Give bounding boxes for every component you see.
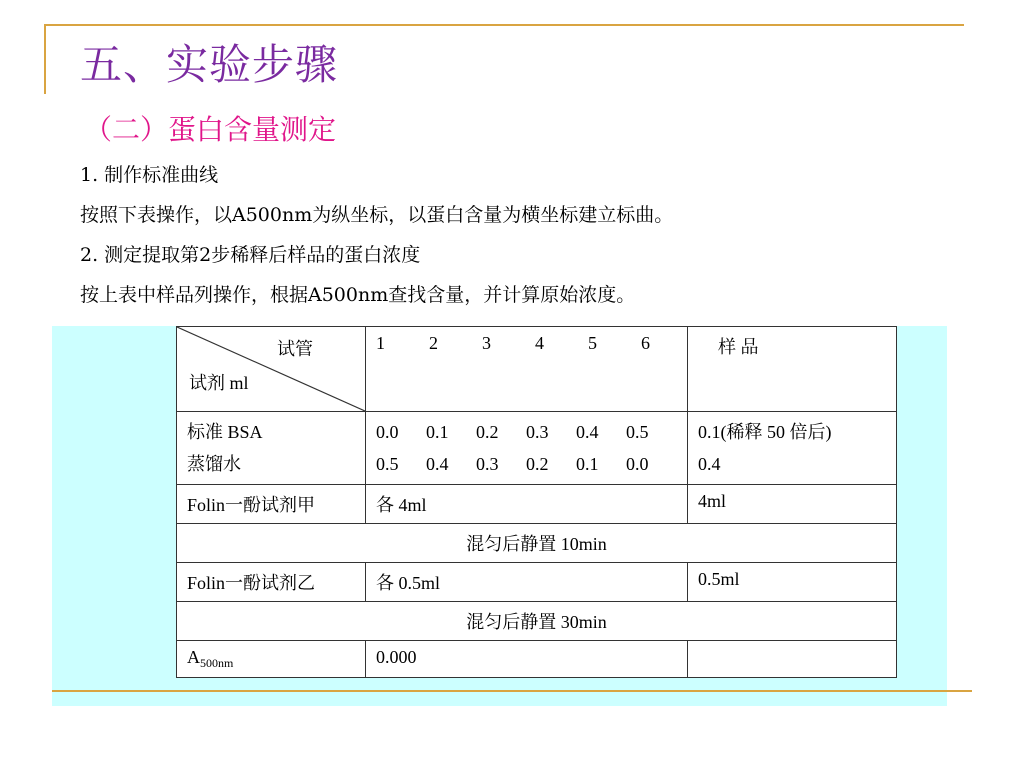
mix-instruction-1: 混匀后静置 10min (177, 524, 897, 563)
mix-row-1 (177, 524, 897, 563)
decor-line-left (44, 24, 46, 94)
absorbance-tubes: 0.000 (366, 641, 688, 678)
bsa-volume-values (376, 416, 677, 448)
bsa-sample-cell (688, 412, 897, 485)
step-1-text: 按照下表操作，以A500nm为纵坐标，以蛋白含量为横坐标建立标曲。 (80, 204, 674, 226)
folin-a-sample: 4ml (688, 485, 897, 524)
folin-a-label: Folin一酚试剂甲 (177, 485, 366, 524)
absorbance-wavelength: 500nm (200, 656, 234, 670)
absorbance-sample (688, 641, 897, 678)
slide-title: 五、实验步骤 (80, 40, 339, 89)
bsa-value: 0.2 (476, 422, 499, 442)
water-label: 蒸馏水 (187, 454, 241, 474)
bsa-values-cell (366, 412, 688, 485)
folin-a-tubes: 各 4ml (366, 485, 688, 524)
step-1-heading: 1. 制作标准曲线 (80, 164, 219, 186)
water-value: 0.2 (526, 454, 549, 474)
water-value: 0.4 (426, 454, 449, 474)
tube-number: 6 (641, 333, 650, 353)
header-reagent-label: 试剂 ml (189, 373, 249, 393)
tube-number: 4 (535, 333, 544, 353)
water-value: 0.1 (576, 454, 599, 474)
bsa-row (177, 412, 897, 485)
bsa-value: 0.3 (526, 422, 549, 442)
water-value: 0.5 (376, 454, 399, 474)
absorbance-label: A (187, 647, 200, 667)
table-header-row (177, 327, 897, 412)
step-2-text: 按上表中样品列操作，根据A500nm查找含量，并计算原始浓度。 (80, 284, 636, 306)
bsa-label-cell (177, 412, 366, 485)
bsa-value: 0.0 (376, 422, 399, 442)
folin-a-row (177, 485, 897, 524)
decor-line-top (44, 24, 964, 26)
water-value: 0.0 (626, 454, 649, 474)
bsa-value: 0.1 (426, 422, 449, 442)
tube-number: 5 (588, 333, 597, 353)
folin-b-sample: 0.5ml (688, 563, 897, 602)
decor-line-bottom (52, 690, 972, 692)
absorbance-row (177, 641, 897, 678)
absorbance-label-cell (177, 641, 366, 678)
water-value: 0.3 (476, 454, 499, 474)
tube-number: 1 (376, 333, 385, 353)
bsa-value: 0.5 (626, 422, 649, 442)
mix-instruction-2: 混匀后静置 30min (177, 602, 897, 641)
diagonal-header-cell (177, 327, 366, 412)
sample-water-value: 0.4 (698, 454, 721, 474)
sample-header-cell: 样 品 (688, 327, 897, 412)
water-volume-values (376, 448, 677, 480)
step-2-heading: 2. 测定提取第2步稀释后样品的蛋白浓度 (80, 244, 421, 266)
folin-b-tubes: 各 0.5ml (366, 563, 688, 602)
folin-b-row (177, 563, 897, 602)
sample-bsa-value: 0.1(稀释 50 倍后) (698, 422, 832, 442)
tube-numbers-cell (366, 327, 688, 412)
folin-b-label: Folin一酚试剂乙 (177, 563, 366, 602)
protein-assay-table (176, 326, 897, 678)
slide-subtitle: （二）蛋白含量测定 (84, 113, 337, 146)
bsa-label: 标准 BSA (187, 422, 263, 442)
header-tube-label: 试管 (277, 339, 313, 359)
tube-number: 3 (482, 333, 491, 353)
bsa-value: 0.4 (576, 422, 599, 442)
mix-row-2 (177, 602, 897, 641)
tube-number: 2 (429, 333, 438, 353)
